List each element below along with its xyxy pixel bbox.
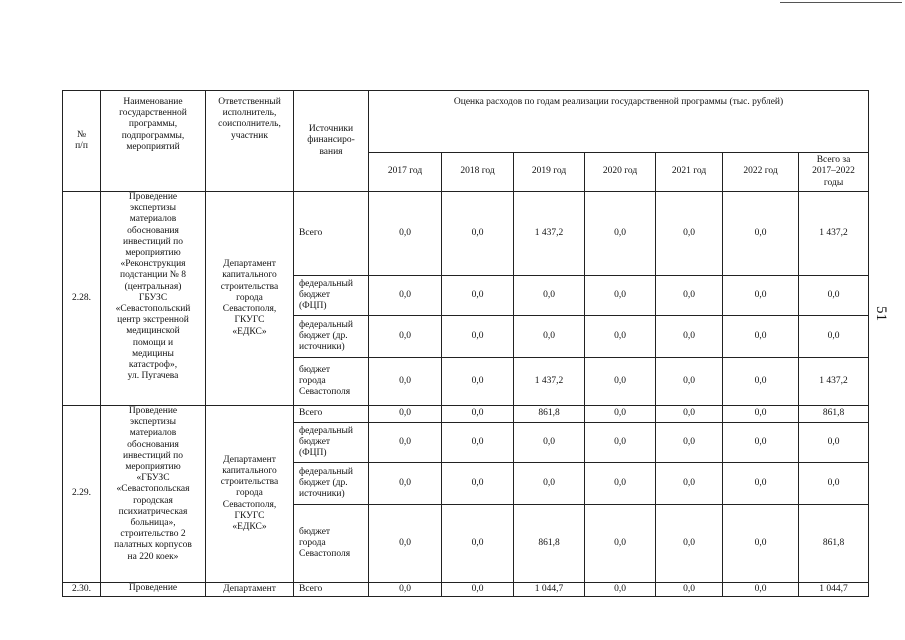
amount-cell: 0,0 [723,406,799,423]
amount-cell: 0,0 [585,463,656,505]
amount-cell: 0,0 [585,423,656,463]
row-number: 2.28. [63,192,101,406]
amount-cell: 0,0 [585,406,656,423]
amount-cell: 861,8 [514,406,585,423]
funding-source: федеральный бюджет (ФЦП) [294,423,369,463]
funding-source: бюджет города Севастополя [294,505,369,583]
amount-cell: 0,0 [585,316,656,358]
responsible-executor: Департамент капитального строительства города Севастополя, ГКУГС «ЕДКС» [206,406,294,583]
amount-cell: 0,0 [585,583,656,597]
amount-cell: 0,0 [514,316,585,358]
amount-cell: 0,0 [442,358,514,406]
amount-cell: 0,0 [799,423,869,463]
amount-cell: 0,0 [369,583,442,597]
amount-cell: 0,0 [656,463,723,505]
activity-name: Проведение экспертизы материалов обоснования инвестиций по мероприятию «Реконструкция подстанции № 8 (центральная) ГБУЗС «Севастопольский центр экстренной медицинской помощи и медицины катастроф», ул. Пугачева [101,192,206,406]
amount-cell: 0,0 [723,423,799,463]
amount-cell: 0,0 [442,316,514,358]
amount-cell: 0,0 [369,505,442,583]
header-row [63,91,869,153]
amount-cell: 0,0 [723,463,799,505]
amount-cell: 1 044,7 [514,583,585,597]
amount-cell: 0,0 [723,505,799,583]
page-number: 51 [873,306,889,321]
funding-source: Всего [294,583,369,597]
funding-source: федеральный бюджет (др. источники) [294,316,369,358]
amount-cell: 0,0 [723,316,799,358]
amount-cell: 0,0 [369,316,442,358]
responsible-executor: Департамент капитального строительства города Севастополя, ГКУГС «ЕДКС» [206,192,294,406]
amount-cell: 0,0 [442,583,514,597]
amount-cell: 0,0 [442,423,514,463]
amount-cell: 0,0 [369,358,442,406]
amount-cell: 861,8 [799,406,869,423]
amount-cell: 0,0 [369,192,442,276]
amount-cell: 1 437,2 [514,358,585,406]
header-col-source: Источники финансиро- вания [294,91,369,192]
funding-source: федеральный бюджет (ФЦП) [294,276,369,316]
header-year: 2022 год [723,153,799,192]
amount-cell: 0,0 [442,192,514,276]
row-number: 2.30. [63,583,101,597]
amount-cell: 0,0 [585,505,656,583]
amount-cell: 0,0 [369,276,442,316]
page-top-rule [780,2,902,3]
amount-cell: 0,0 [442,463,514,505]
table-row [63,192,869,276]
amount-cell: 0,0 [514,423,585,463]
header-year: Всего за 2017–2022 годы [799,153,869,192]
table-row [63,583,869,597]
amount-cell: 0,0 [585,192,656,276]
amount-cell: 861,8 [514,505,585,583]
amount-cell: 0,0 [369,406,442,423]
amount-cell: 0,0 [656,316,723,358]
amount-cell: 0,0 [656,192,723,276]
amount-cell: 0,0 [656,583,723,597]
responsible-executor: Департамент [206,583,294,597]
amount-cell: 0,0 [723,358,799,406]
header-year: 2018 год [442,153,514,192]
header-col-num: № п/п [63,91,101,192]
amount-cell: 1 437,2 [799,192,869,276]
amount-cell: 0,0 [442,505,514,583]
funding-source: бюджет города Севастополя [294,358,369,406]
amount-cell: 0,0 [656,358,723,406]
amount-cell: 1 437,2 [799,358,869,406]
amount-cell: 0,0 [369,423,442,463]
amount-cell: 0,0 [723,583,799,597]
amount-cell: 0,0 [799,463,869,505]
header-col-name: Наименование государственной программы, подпрограммы, мероприятий [101,91,206,192]
amount-cell: 0,0 [514,276,585,316]
header-year: 2019 год [514,153,585,192]
amount-cell: 0,0 [656,276,723,316]
amount-cell: 0,0 [799,316,869,358]
funding-source: федеральный бюджет (др. источники) [294,463,369,505]
row-number: 2.29. [63,406,101,583]
amount-cell: 0,0 [442,276,514,316]
amount-cell: 0,0 [656,423,723,463]
header-year: 2017 год [369,153,442,192]
funding-source: Всего [294,192,369,276]
amount-cell: 1 044,7 [799,583,869,597]
header-col-estimate: Оценка расходов по годам реализации государственной программы (тыс. рублей) [369,91,869,153]
header-year: 2020 год [585,153,656,192]
amount-cell: 0,0 [585,358,656,406]
amount-cell: 0,0 [799,276,869,316]
activity-name: Проведение [101,583,206,597]
amount-cell: 0,0 [723,192,799,276]
amount-cell: 0,0 [723,276,799,316]
amount-cell: 0,0 [656,406,723,423]
amount-cell: 0,0 [585,276,656,316]
activity-name: Проведение экспертизы материалов обоснования инвестиций по мероприятию «ГБУЗС «Севастопольская городская психиатрическая больница», строительство 2 палатных корпусов на 220 коек» [101,406,206,583]
amount-cell: 1 437,2 [514,192,585,276]
amount-cell: 0,0 [442,406,514,423]
header-col-responsible: Ответственный исполнитель, соисполнитель, участник [206,91,294,192]
header-year: 2021 год [656,153,723,192]
table-row [63,406,869,423]
amount-cell: 0,0 [656,505,723,583]
funding-source: Всего [294,406,369,423]
amount-cell: 861,8 [799,505,869,583]
amount-cell: 0,0 [369,463,442,505]
amount-cell: 0,0 [514,463,585,505]
budget-table [62,90,869,597]
